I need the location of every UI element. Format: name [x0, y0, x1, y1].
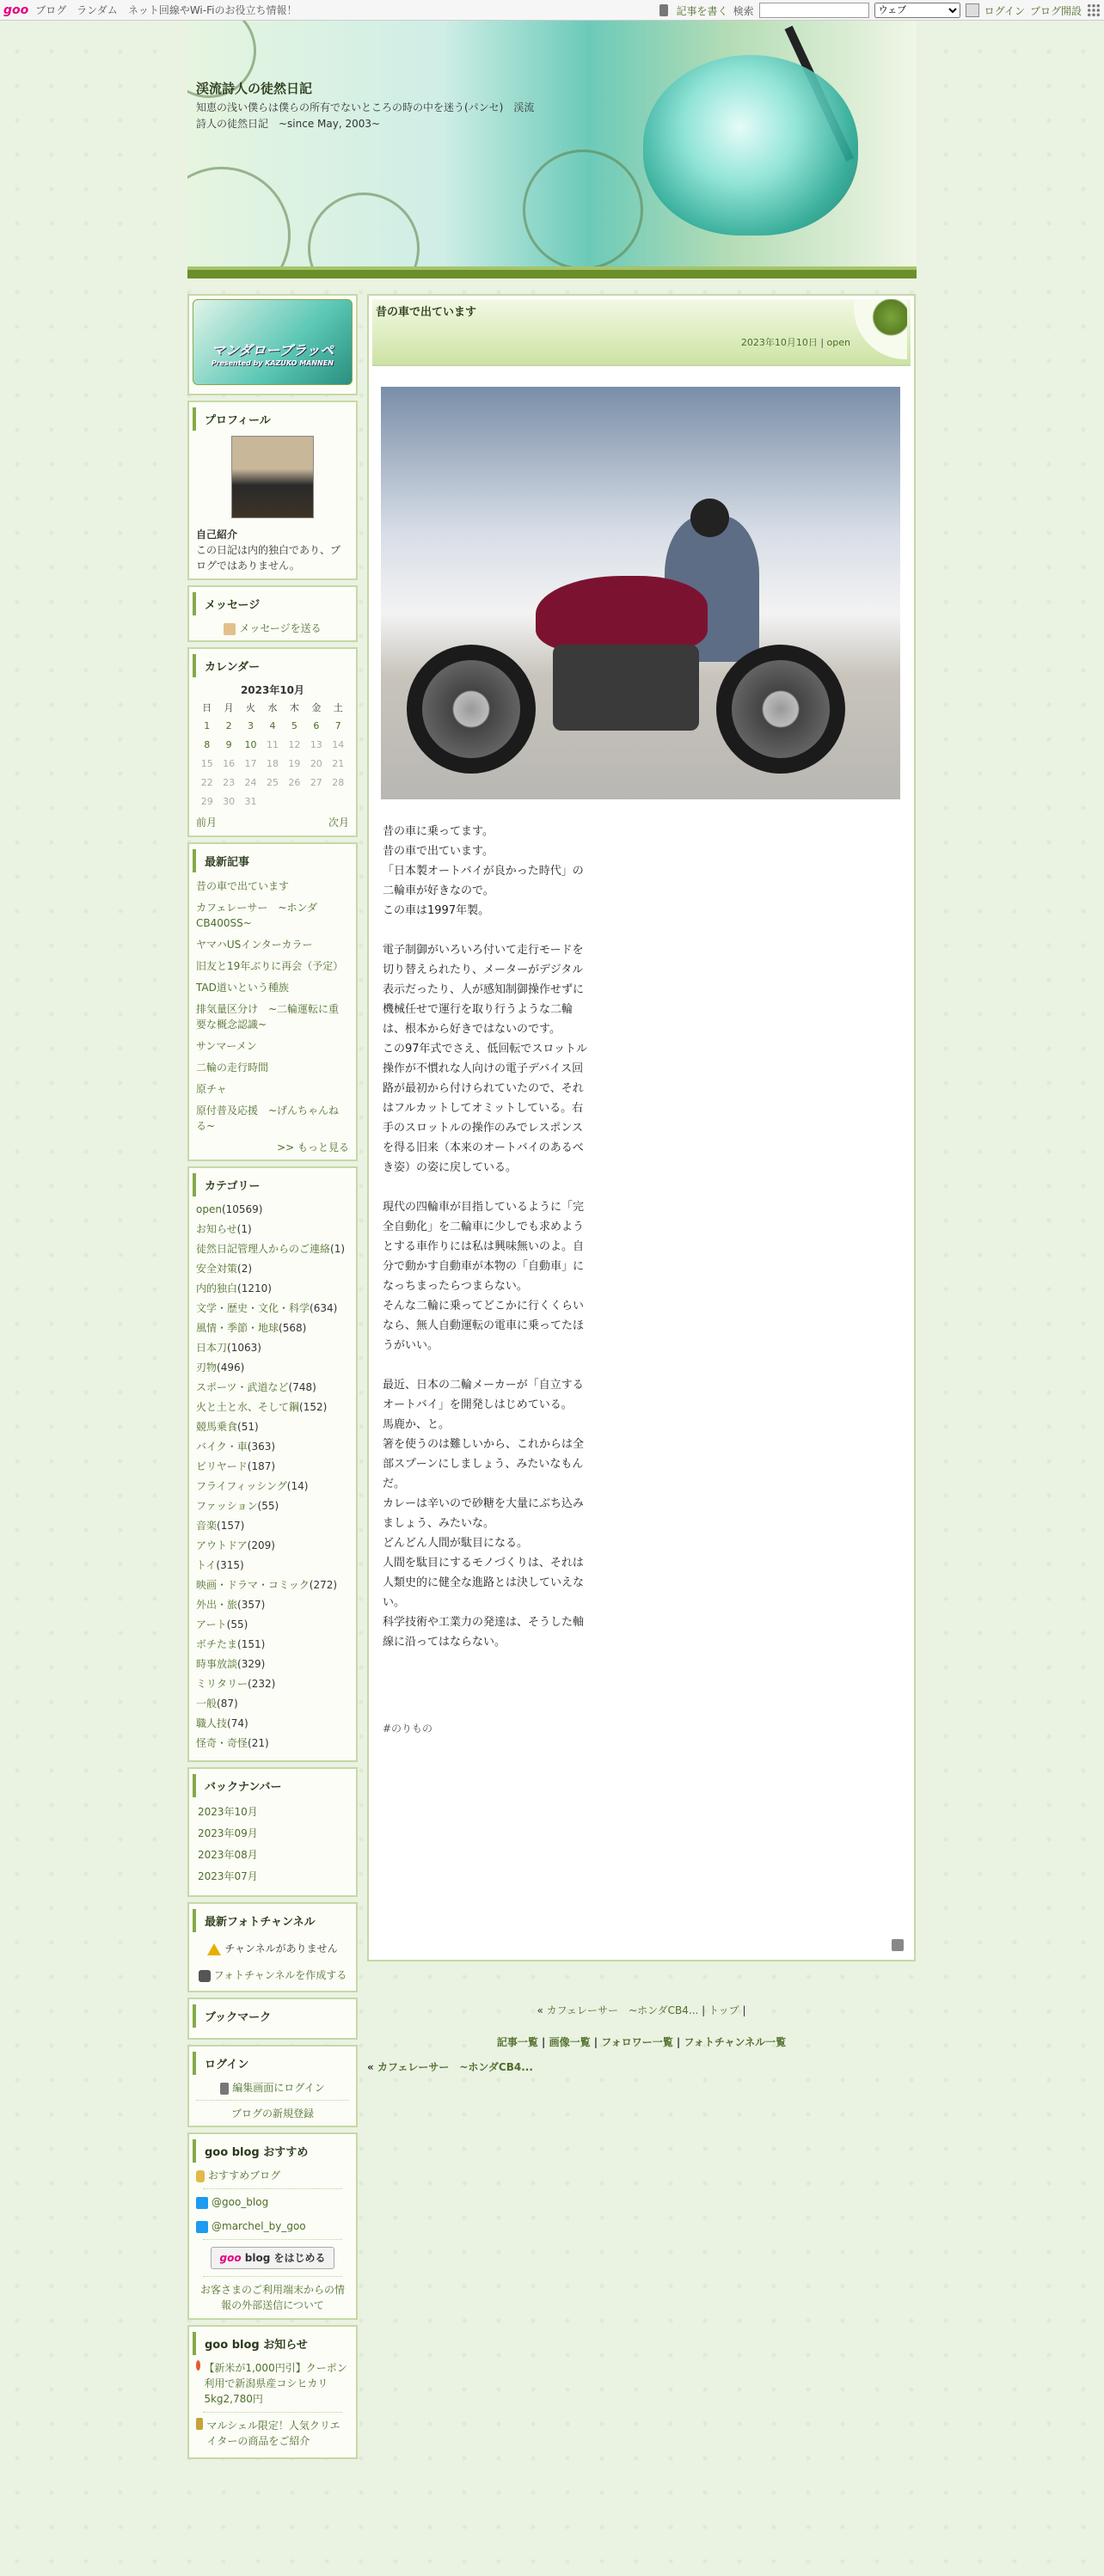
calendar-day[interactable]: 8	[204, 739, 211, 750]
category-item	[196, 1716, 349, 1731]
camera-icon	[199, 1970, 211, 1982]
top-link[interactable]: トップ	[708, 2004, 739, 2016]
category-item	[196, 1577, 349, 1593]
body-paragraph	[383, 921, 589, 940]
entry-category-link[interactable]: open	[826, 337, 850, 348]
calendar-day[interactable]: 9	[225, 739, 232, 750]
calendar-next-month[interactable]: 次月	[328, 817, 349, 829]
category-link[interactable]: アート	[196, 1618, 227, 1631]
edit-pencil-icon[interactable]	[892, 1939, 904, 1951]
pen-icon	[220, 2083, 229, 2095]
mail-icon	[224, 623, 236, 635]
category-item	[196, 1478, 349, 1494]
calendar-day: 18	[266, 758, 279, 769]
entry-header	[372, 299, 911, 366]
category-count: (232)	[248, 1678, 276, 1690]
banner-box	[187, 294, 358, 395]
calendar-day[interactable]: 3	[248, 720, 255, 731]
category-link[interactable]: 競馬乗食	[196, 1421, 238, 1433]
warning-icon	[207, 1943, 221, 1955]
category-count: (272)	[309, 1579, 338, 1591]
category-item	[196, 1735, 349, 1751]
recent-posts-heading: 最新記事	[193, 849, 353, 872]
blog-description: 知恵の浅い僕らは僕らの所有でないところの時の中を迷う(パンセ) 渓流詩人の徒然日記 ~since May, 2003~	[196, 101, 535, 130]
backnumber-link[interactable]: 2023年07月	[198, 1870, 258, 1882]
category-count: (363)	[247, 1441, 276, 1453]
category-link[interactable]: トイ	[196, 1559, 217, 1571]
calendar-day[interactable]: 7	[334, 720, 341, 731]
bottom-prev-link[interactable]: カフェレーサー ~ホンダCB4...	[377, 2061, 533, 2073]
profile-text: この日記は内的独白であり、ブログではありません。	[196, 544, 341, 572]
search-button[interactable]	[966, 3, 979, 17]
image-list-link[interactable]: 画像一覧	[549, 2036, 591, 2048]
backnumber-link[interactable]: 2023年09月	[198, 1827, 258, 1839]
category-item	[196, 1221, 349, 1237]
calendar-day: 30	[223, 796, 236, 807]
category-item	[196, 1597, 349, 1612]
category-count: (634)	[310, 1302, 338, 1314]
body-paragraph: 昔の車で出ています。	[383, 845, 494, 858]
news-bullet-icon	[196, 2360, 200, 2371]
gift-icon	[196, 2418, 203, 2430]
category-count: (152)	[299, 1401, 328, 1413]
calendar-day: 29	[200, 796, 213, 807]
send-message-link[interactable]: メッセージを送る	[239, 622, 322, 634]
open-blog-link[interactable]: ブログ開設	[1029, 4, 1082, 17]
toolbar-link-wifi[interactable]: ネット回線やWi-Fiのお役立ち情報！	[127, 4, 297, 16]
category-count: (568)	[279, 1322, 307, 1334]
calendar-day: 24	[244, 777, 257, 788]
blog-header	[187, 21, 917, 278]
category-link[interactable]: 外出・旅	[196, 1599, 238, 1611]
calendar-day[interactable]: 1	[204, 720, 211, 731]
body-paragraph: 「日本製オートバイが良かった時代」の二輪車が好きなので。	[383, 865, 584, 897]
body-paragraph: この97年式でさえ、低回転でスロットル操作が不慣れな人向けの電子デバイス回路が最初から付けられていたので、それはフルカットしてオミットしている。右手のスロットルの操作のみでレスポンスを得る旧来（本来のオートバイのあるべき姿）の姿に戻している。	[383, 1043, 588, 1174]
body-paragraph: 馬鹿か、と。	[383, 1418, 451, 1431]
category-item	[196, 1498, 349, 1514]
login-link[interactable]: ログイン	[984, 4, 1025, 17]
category-link[interactable]: open	[196, 1203, 222, 1215]
login-heading: ログイン	[193, 2052, 353, 2075]
calendar-day[interactable]: 4	[269, 720, 276, 731]
list-links: 記事一覧 | 画像一覧 | フォロワー一覧 | フォトチャンネル一覧	[496, 2036, 787, 2048]
category-link[interactable]: 徒然日記管理人からのご連絡	[196, 1243, 331, 1255]
body-paragraph: 電子制御がいろいろ付いて走行モードを切り替えられたり、メーターがデジタル表示だったり、人が感知制御操作せずに機械任せで運行を取り行うような二輪は、根本から好きではないのです。	[383, 944, 585, 1036]
category-link[interactable]: 怪奇・奇怪	[196, 1737, 248, 1749]
calendar-day: 28	[332, 777, 345, 788]
category-item	[196, 1360, 349, 1375]
category-item	[196, 1696, 349, 1711]
category-link[interactable]: バイク・車	[196, 1441, 248, 1453]
category-link[interactable]: 一般	[196, 1698, 218, 1710]
calendar-day-today[interactable]: 10	[244, 739, 257, 750]
profile-box	[187, 401, 358, 580]
motorcycle-photo[interactable]	[381, 387, 900, 799]
rear-wheel	[716, 645, 845, 774]
toolbar-link-blog[interactable]: ブログ	[35, 4, 67, 16]
calendar-day[interactable]: 6	[313, 720, 320, 731]
category-item	[196, 1320, 349, 1336]
body-paragraph: どんどん人間が駄目になる。	[383, 1537, 529, 1550]
main-content	[367, 294, 916, 2074]
weekday-mon: 月	[224, 702, 234, 713]
entry-date-link[interactable]: 2023年10月10日	[740, 337, 818, 348]
entry-meta	[741, 335, 850, 349]
banner-subtitle: Presented by KAZUKO MANNEN	[211, 359, 334, 367]
categories-box	[187, 1166, 358, 1762]
sidebar	[187, 294, 358, 2464]
recent-post-link[interactable]: カフェレーサー ~ホンダCB400SS~	[196, 902, 317, 929]
calendar-box	[187, 647, 358, 837]
category-count: (315)	[216, 1559, 244, 1571]
news-link[interactable]: マルシェル限定！人気クリエイターの商品をご紹介	[206, 2420, 340, 2447]
category-item	[196, 1241, 349, 1257]
recent-posts-box	[187, 842, 358, 1161]
body-paragraph: この車は1997年製。	[383, 904, 490, 917]
start-blog-label: blog をはじめる	[244, 2252, 326, 2264]
category-count: (55)	[226, 1618, 248, 1631]
body-paragraph: 箸を使うのは難しいから、これからは全部スプーンにしましょう、みたいなもんだ。	[383, 1438, 585, 1490]
profile-label: 自己紹介	[196, 529, 238, 541]
recommend-box	[187, 2132, 358, 2320]
calendar-day: 21	[332, 758, 345, 769]
category-link[interactable]: 刃物	[196, 1361, 218, 1374]
calendar-day: 31	[244, 796, 257, 807]
category-count: (209)	[247, 1539, 275, 1551]
category-link[interactable]: 日本刀	[196, 1342, 228, 1354]
toolbar-link-random[interactable]: ランダム	[77, 4, 118, 16]
category-item	[196, 1617, 349, 1632]
entry-tag[interactable]: #のりもの	[383, 1722, 433, 1735]
category-count: (55)	[257, 1500, 279, 1512]
leaf-ornament-icon	[854, 299, 907, 359]
category-link[interactable]: 安全対策	[196, 1263, 238, 1275]
bookmark-box	[187, 1998, 358, 2040]
category-link[interactable]: アウトドア	[196, 1539, 248, 1551]
category-count: (10569)	[221, 1203, 263, 1215]
calendar-day: 27	[310, 777, 322, 788]
body-paragraph: 人間を駄目にするモノづくりは、それは人類史的に健全な進路とは決していえない。	[383, 1557, 585, 1609]
entry-body	[369, 799, 603, 1652]
calendar-day: 15	[200, 758, 213, 769]
calendar-day: 26	[288, 777, 301, 788]
category-item	[196, 1637, 349, 1652]
twitter-icon	[196, 2197, 208, 2209]
photo-channel-heading: 最新フォトチャンネル	[193, 1909, 353, 1932]
news-box	[187, 2325, 358, 2459]
calendar-day: 13	[310, 739, 322, 750]
create-photo-channel-link[interactable]: フォトチャンネルを作成する	[213, 1969, 347, 1981]
categories-heading: カテゴリー	[193, 1173, 353, 1196]
calendar-day: 19	[288, 758, 301, 769]
bookmark-heading: ブックマーク	[193, 2004, 353, 2028]
meta-separator: |	[817, 337, 827, 348]
category-item	[196, 1459, 349, 1474]
backnumber-link[interactable]: 2023年08月	[198, 1849, 258, 1861]
article-list-link[interactable]: 記事一覧	[496, 2036, 538, 2048]
category-count: (1)	[330, 1243, 346, 1255]
front-wheel	[407, 645, 536, 774]
category-item	[196, 1419, 349, 1435]
external-transmission-link[interactable]: お客さまのご利用端末からの情報の外部送信について	[199, 2284, 345, 2311]
edit-login-link[interactable]: 編集画面にログイン	[232, 2082, 325, 2094]
weekday-fri: 金	[311, 702, 322, 713]
calendar-heading: カレンダー	[193, 654, 353, 677]
category-item	[196, 1202, 349, 1217]
category-count: (21)	[248, 1737, 269, 1749]
recent-post-link[interactable]: 旧友と19年ぶりに再会（予定）	[196, 960, 344, 972]
category-link[interactable]: フライフィッシング	[196, 1480, 287, 1492]
calendar-day[interactable]: 5	[291, 720, 297, 731]
pen-icon	[659, 4, 668, 16]
body-paragraph: 最近、日本の二輪メーカーが「自立するオートバイ」を開発しはじめている。	[383, 1379, 584, 1411]
category-count: (87)	[217, 1698, 238, 1710]
category-count: (1063)	[227, 1342, 261, 1354]
category-item	[196, 1656, 349, 1672]
calendar-day: 23	[223, 777, 236, 788]
weekday-wed: 水	[267, 702, 278, 713]
no-channel-text: チャンネルがありません	[224, 1943, 338, 1955]
more-posts-link[interactable]: >> もっと見る	[277, 1141, 349, 1153]
blog-entry	[367, 294, 916, 1961]
marchel-twitter-link[interactable]: @marchel_by_goo	[212, 2220, 306, 2232]
start-blog-button[interactable]	[211, 2247, 335, 2269]
category-count: (157)	[217, 1520, 245, 1532]
mandala-ornament	[308, 193, 420, 278]
category-item	[196, 1439, 349, 1454]
recommend-heading: goo blog おすすめ	[193, 2139, 353, 2163]
rider-helmet	[690, 499, 729, 537]
calendar-day: 20	[310, 758, 322, 769]
recent-post-link[interactable]: 原チャ	[196, 1083, 227, 1095]
apps-grid-icon[interactable]	[1087, 3, 1101, 17]
recent-post-link[interactable]: 原付普及応援 ~げんちゃんねる~	[196, 1104, 340, 1132]
recent-post-link[interactable]: ヤマハUSインターカラー	[196, 939, 313, 951]
message-box	[187, 585, 358, 642]
photo-channel-list-link[interactable]: フォトチャンネル一覧	[684, 2036, 787, 2048]
body-paragraph: カレーは辛いので砂糖を大量にぶち込みましょう、みたいな。	[383, 1497, 585, 1530]
news-heading: goo blog お知らせ	[193, 2332, 353, 2355]
mandala-ornament	[523, 150, 643, 270]
calendar-day: 12	[288, 739, 301, 750]
category-link[interactable]: ミリタリー	[196, 1678, 248, 1690]
category-count: (1210)	[237, 1282, 272, 1294]
motorcycle-tank	[536, 576, 708, 653]
category-link[interactable]: スポーツ・武道など	[196, 1381, 289, 1393]
category-item	[196, 1340, 349, 1355]
body-paragraph: 昔の車に乗ってます。	[383, 825, 494, 838]
weekday-tue: 火	[246, 702, 256, 713]
body-paragraph	[383, 1355, 589, 1375]
category-link[interactable]: 映画・ドラマ・コミック	[196, 1579, 310, 1591]
category-link[interactable]: 火と土と水、そして鋼	[196, 1401, 300, 1413]
category-count: (357)	[237, 1599, 266, 1611]
profile-heading: プロフィール	[193, 407, 353, 431]
category-link[interactable]: ボチたま	[196, 1638, 238, 1650]
calendar-month: 2023年10月	[240, 684, 305, 696]
write-article-link[interactable]: 記事を書く	[676, 4, 728, 17]
prev-entry-link[interactable]: カフェレーサー ~ホンダCB4...	[546, 2004, 699, 2016]
twitter-icon	[196, 2221, 208, 2233]
mandala-ornament	[187, 167, 291, 278]
category-link[interactable]: 音楽	[196, 1520, 218, 1532]
blog-title[interactable]: 渓流詩人の徒然日記	[196, 81, 313, 96]
category-item	[196, 1300, 349, 1316]
backnumber-link[interactable]: 2023年10月	[198, 1806, 258, 1818]
category-link[interactable]: 時事放談	[196, 1658, 238, 1670]
register-blog-link[interactable]: ブログの新規登録	[230, 2108, 314, 2120]
category-count: (2)	[237, 1263, 253, 1275]
calendar-day: 11	[266, 739, 279, 750]
body-paragraph: 現代の四輪車が目指しているように「完全自動化」を二輪車に少しでも求めようとする車作りには私は興味無いのよ。自分で動かす自動車が本物の「自動車」になっちまったらつまらない。	[383, 1201, 585, 1293]
calendar-day: 22	[200, 777, 213, 788]
search-input[interactable]	[759, 3, 869, 18]
entry-title: 昔の車で出ています	[376, 306, 477, 319]
category-count: (14)	[286, 1480, 309, 1492]
category-link[interactable]: 文学・歴史・文化・科学	[196, 1302, 310, 1314]
category-item	[196, 1261, 349, 1276]
category-link[interactable]: 風情・季節・地球	[196, 1322, 279, 1334]
recent-post-link[interactable]: 昔の車で出ています	[196, 880, 290, 892]
category-count: (1)	[236, 1223, 252, 1235]
message-heading: メッセージ	[193, 592, 353, 615]
category-item	[196, 1281, 349, 1296]
category-item	[196, 1380, 349, 1395]
motorcycle-figure	[407, 516, 845, 774]
recommend-icon	[196, 2170, 205, 2182]
category-item	[196, 1518, 349, 1533]
goo-toolbar	[0, 0, 1104, 21]
mandala-banner[interactable]	[193, 299, 353, 385]
calendar-prev-month[interactable]: 前月	[196, 817, 218, 829]
body-paragraph	[383, 1178, 589, 1197]
banner-title: マンダローブラッペ	[211, 342, 334, 358]
recent-post-link[interactable]: TAD道いという種族	[196, 982, 289, 994]
weekday-sat: 土	[333, 702, 343, 713]
news-link[interactable]: 【新米が1,000円引】クーポン利用で新潟県産コシヒカリ5kg2,780円	[204, 2362, 347, 2405]
category-link[interactable]: ビリヤード	[196, 1460, 248, 1472]
login-box	[187, 2045, 358, 2127]
category-item	[196, 1538, 349, 1553]
category-item	[196, 1399, 349, 1415]
category-count: (496)	[217, 1361, 245, 1374]
entry-pager: « カフェレーサー ~ホンダCB4... | トップ |	[537, 2004, 746, 2016]
follower-list-link[interactable]: フォロワー一覧	[601, 2036, 673, 2048]
category-count: (74)	[227, 1717, 248, 1729]
goo-logo[interactable]: goo	[3, 3, 29, 17]
category-count: (51)	[237, 1421, 259, 1433]
backnumber-box	[187, 1767, 358, 1897]
category-link[interactable]: お知らせ	[196, 1223, 237, 1235]
calendar-day[interactable]: 2	[225, 720, 232, 731]
bottom-prev-nav: « カフェレーサー ~ホンダCB4...	[367, 2061, 533, 2073]
header-shaved-ice-image	[643, 55, 858, 236]
weekday-sun: 日	[202, 702, 212, 713]
header-divider	[187, 266, 917, 270]
calendar-day: 14	[332, 739, 345, 750]
category-link[interactable]: ファッション	[196, 1500, 258, 1512]
category-link[interactable]: 内的独白	[196, 1282, 238, 1294]
category-item	[196, 1557, 349, 1573]
recent-post-link[interactable]: 排気量区分け ~二輪運転に重要な概念認識~	[196, 1003, 340, 1031]
calendar-day: 17	[244, 758, 257, 769]
photo-channel-box	[187, 1902, 358, 1992]
category-item	[196, 1676, 349, 1692]
calendar-table	[196, 700, 349, 811]
calendar-day: 16	[223, 758, 236, 769]
calendar-day: 25	[266, 777, 279, 788]
body-paragraph: 科学技術や工業力の発達は、そうした軸線に沿ってはならない。	[383, 1616, 585, 1649]
search-scope-select[interactable]	[874, 3, 960, 18]
category-count: (187)	[247, 1460, 276, 1472]
body-paragraph: そんな二輪に乗ってどこかに行くくらいなら、無人自動運転の電車に乗ってたほうがいい。	[383, 1300, 585, 1352]
category-count: (151)	[237, 1638, 266, 1650]
motorcycle-engine	[553, 645, 699, 731]
recent-post-link[interactable]: 二輪の走行時間	[196, 1062, 269, 1074]
recommended-blogs-link[interactable]: おすすめブログ	[208, 2169, 281, 2181]
goo-logo: goo	[219, 2252, 242, 2264]
backnumber-heading: バックナンバー	[193, 1774, 353, 1797]
category-count: (329)	[237, 1658, 266, 1670]
goo-blog-twitter-link[interactable]: @goo_blog	[212, 2196, 269, 2208]
category-link[interactable]: 職人技	[196, 1717, 228, 1729]
weekday-thu: 木	[289, 702, 299, 713]
recent-post-link[interactable]: サンマーメン	[196, 1040, 257, 1052]
category-count: (748)	[288, 1381, 316, 1393]
profile-avatar	[231, 436, 314, 518]
search-label: 検索	[733, 4, 754, 17]
